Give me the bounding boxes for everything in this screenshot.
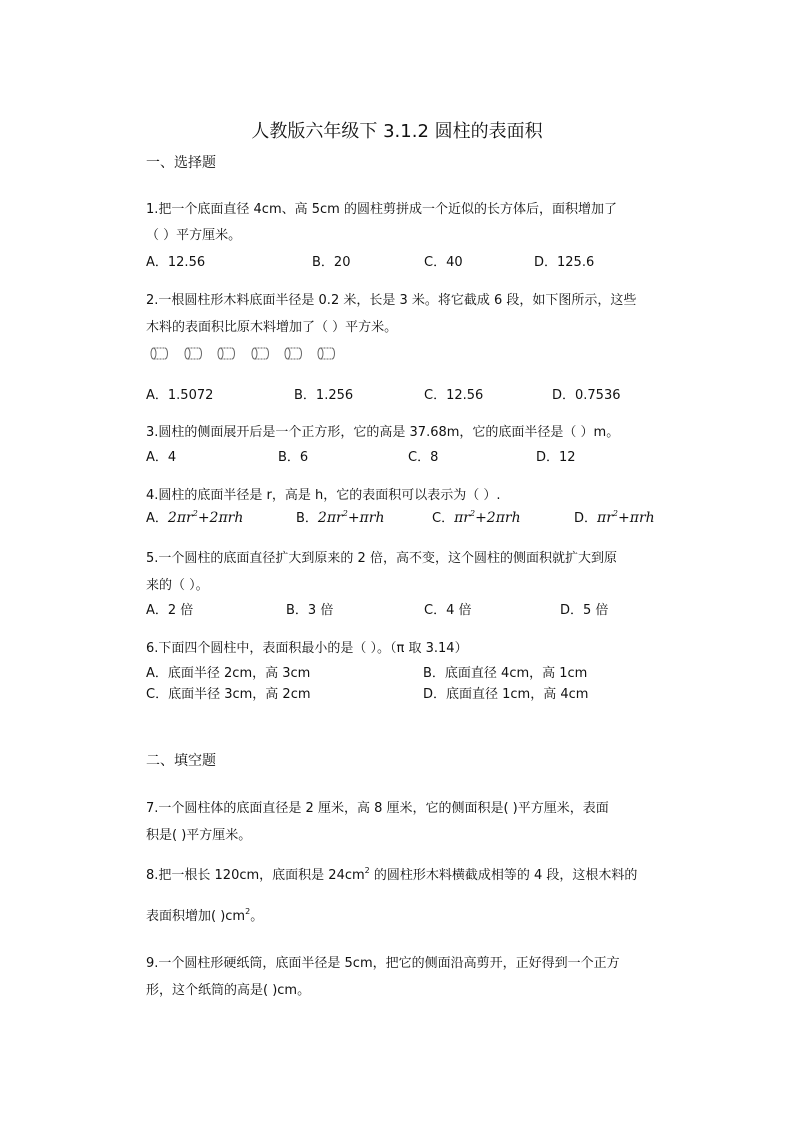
question-6-option-a: A．底面半径 2cm，高 3cm [146, 666, 311, 681]
formula-d: $\pi r^2+\pi rh$ [597, 509, 655, 526]
question-6-option-b: B．底面直径 4cm，高 1cm [423, 666, 588, 681]
log-piece-icon [184, 347, 202, 360]
question-5-option-a: A．2 倍 [146, 603, 194, 618]
section-fill-heading: 二、填空题 [146, 753, 216, 769]
question-3-text: 3.圆柱的侧面展开后是一个正方形，它的高是 37.68m，它的底面半径是（ ）m。 [146, 425, 620, 440]
question-7-text: 7.一个圆柱体的底面直径是 2 厘米，高 8 厘米，它的侧面积是( )平方厘米，表面 [146, 801, 609, 816]
question-8-text-cont: 表面积增加( )$cm^2$。 [146, 907, 264, 924]
question-2-text: 2.一根圆柱形木料底面半径是 0.2 米，长是 3 米。将它截成 6 段，如下图所示，这些 [146, 293, 637, 308]
question-4-option-d [574, 507, 655, 526]
page-title: 人教版六年级下 3.1.2 圆柱的表面积 [251, 121, 543, 142]
question-1-option-c: C．40 [424, 255, 463, 270]
question-2-option-a: A．1.5072 [146, 388, 214, 403]
question-2-text-cont: 木料的表面积比原木料增加了（ ）平方米。 [146, 320, 398, 335]
formula-b: $2\pi r^2+\pi rh$ [317, 509, 385, 526]
formula-c: $\pi r^2+2\pi rh$ [454, 509, 521, 526]
log-piece-icon [317, 347, 335, 360]
section-choice-heading: 一、选择题 [146, 155, 216, 171]
option-letter: B． [296, 511, 318, 526]
question-9-text: 9.一个圆柱形硬纸筒，底面半径是 5cm，把它的侧面沿高剪开，正好得到一个正方 [146, 956, 620, 971]
question-5-option-d: D．5 倍 [560, 603, 609, 618]
formula-a: $2\pi r^2+2\pi rh$ [167, 509, 244, 526]
question-1-text-cont: （ ）平方厘米。 [146, 228, 242, 243]
question-4-text: 4.圆柱的底面半径是 r，高是 h，它的表面积可以表示为（ ）. [146, 488, 501, 503]
option-letter: C． [432, 511, 455, 526]
question-2-option-d: D．0.7536 [552, 388, 621, 403]
question-2-option-b: B．1.256 [294, 388, 354, 403]
question-6-option-d: D．底面直径 1cm，高 4cm [423, 687, 589, 702]
log-piece-icon [150, 347, 168, 360]
question-6-option-c: C．底面半径 3cm，高 2cm [146, 687, 311, 702]
question-1-text: 1.把一个底面直径 4cm、高 5cm 的圆柱剪拼成一个近似的长方体后，面积增加了 [146, 202, 617, 217]
log-piece-icon [251, 347, 269, 360]
question-6-text: 6.下面四个圆柱中，表面积最小的是（ ）。（π 取 3.14） [146, 641, 468, 656]
option-letter: D． [574, 511, 598, 526]
question-2-option-c: C．12.56 [424, 388, 484, 403]
option-letter: A． [146, 511, 168, 526]
log-piece-icon [284, 347, 302, 360]
question-5-option-c: C．4 倍 [424, 603, 472, 618]
question-3-option-b: B．6 [278, 450, 309, 465]
question-3-option-c: C．8 [408, 450, 439, 465]
question-9-text-cont: 形，这个纸筒的高是( )cm。 [146, 983, 311, 998]
question-5-text: 5.一个圆柱的底面直径扩大到原来的 2 倍，高不变，这个圆柱的侧面积就扩大到原 [146, 551, 617, 566]
question-3-option-d: D．12 [536, 450, 576, 465]
question-4-option-a [146, 507, 243, 526]
question-3-option-a: A．4 [146, 450, 177, 465]
question-1-option-a: A．12.56 [146, 255, 206, 270]
question-5-text-cont: 来的（ ）。 [146, 578, 209, 593]
question-1-option-b: B．20 [312, 255, 351, 270]
question-5-option-b: B．3 倍 [286, 603, 334, 618]
question-8-text: 8.把一根长 120cm，底面积是 $24cm^2$ 的圆柱形木料横截成相等的 4 段，这根木料的 [146, 866, 638, 883]
log-piece-icon [217, 347, 235, 360]
question-1-option-d: D．125.6 [534, 255, 595, 270]
question-4-option-c [432, 507, 521, 526]
question-7-text-cont: 积是( )平方厘米。 [146, 828, 252, 843]
question-4-option-b [296, 507, 384, 526]
